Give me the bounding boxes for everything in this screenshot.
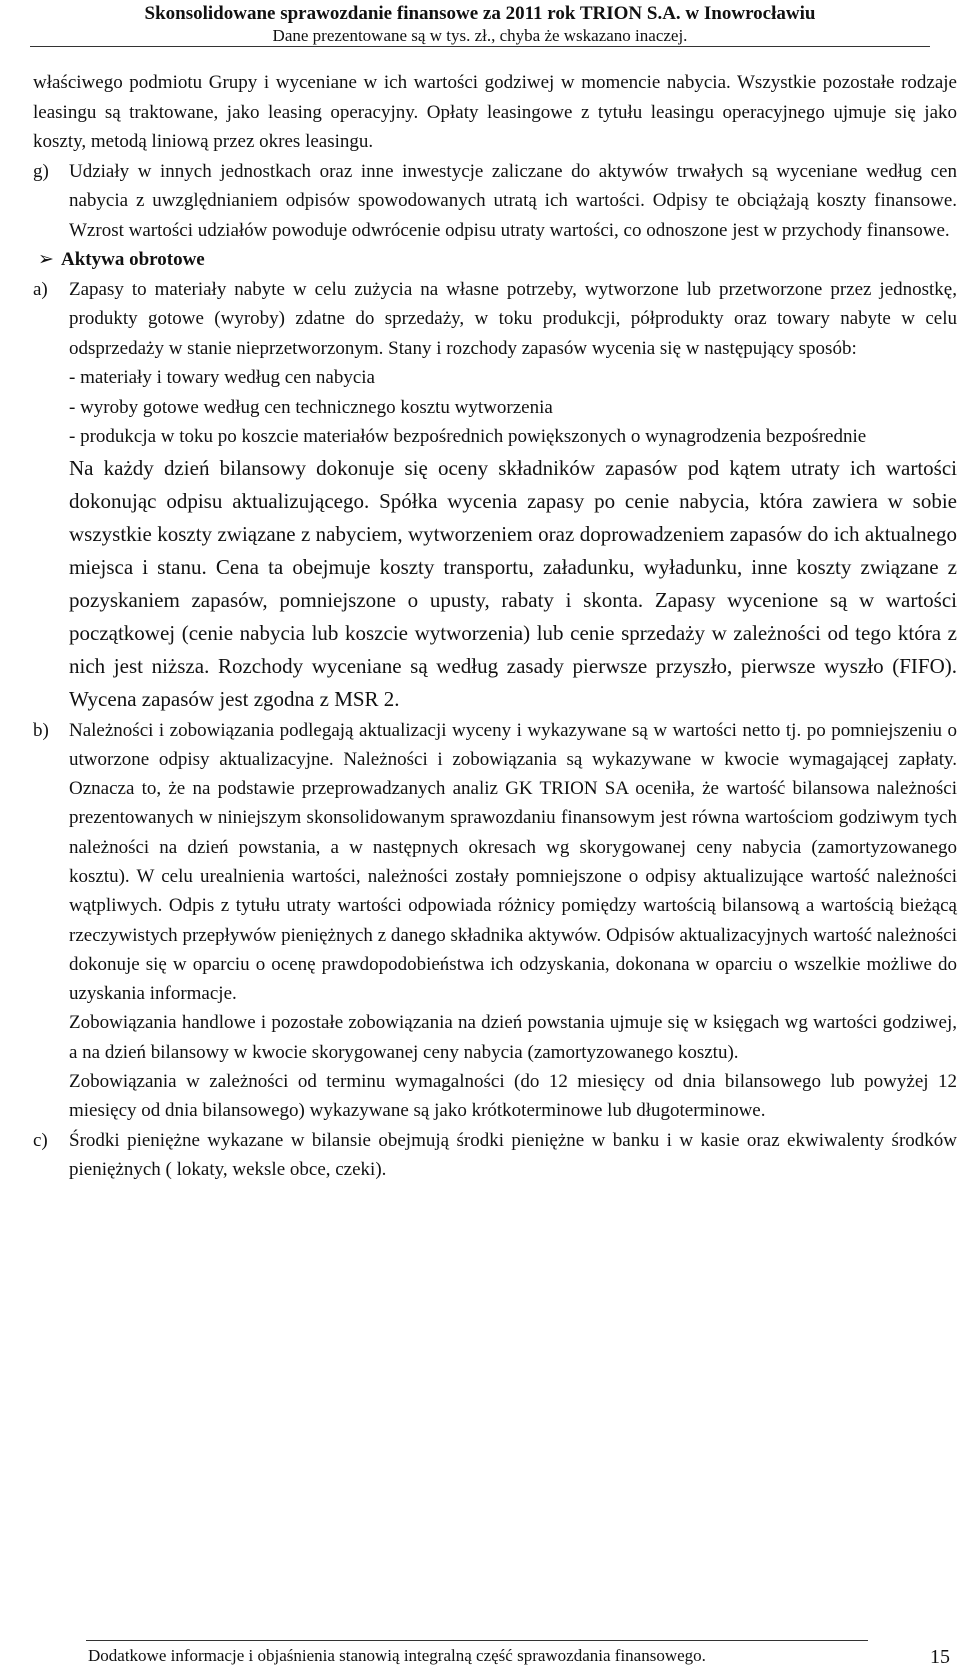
item-c-text: Środki pieniężne wykazane w bilansie obejmują środki pieniężne w banku i w kasie oraz ekwiwalenty środków pieniężnych ( lokaty, weksle obce, czeki). [69, 1129, 957, 1180]
item-g-text: Udziały w innych jednostkach oraz inne inwestycje zaliczane do aktywów trwałych są wyceniane według cen nabycia z uwzględnianiem odpisów spowodowanych utratą ich wartości. Odpisy te obciążają koszty finansowe. Wzrost wartości udziałów powoduje odwrócenie odpisu utraty wartości, co odnoszone jest w przychody finansowe. [69, 160, 957, 241]
item-b [33, 716, 957, 1126]
item-g [33, 157, 957, 246]
report-subtitle: Dane prezentowane są w tys. zł., chyba że wskazano inaczej. [272, 26, 688, 45]
document-body [33, 68, 957, 1184]
report-title: Skonsolidowane sprawozdanie finansowe za 2011 rok TRION S.A. w Inowrocławiu [144, 3, 816, 24]
footer-note: Dodatkowe informacje i objaśnienia stanowią integralną część sprawozdania finansowego. [88, 1646, 706, 1665]
header-rule [30, 46, 930, 47]
item-a-text1: Zapasy to materiały nabyte w celu zużycia na własne potrzeby, wytworzone lub przetworzone przez jednostkę, produkty gotowe (wyroby) zdatne do sprzedaży, w toku produkcji, półprodukty oraz towary nabyte w celu odsprzedaży w stanie nieprzetworzonym. Stany i rozchody zapasów wycenia się w następujący sposób: [69, 278, 957, 359]
item-b-text3: Zobowiązania w zależności od terminu wymagalności (do 12 miesięcy od dnia bilansowego lub powyżej 12 miesięcy od dnia bilansowego) wykazywane są jako krótkoterminowe lub długoterminowe. [69, 1071, 957, 1122]
item-a-line2: - wyroby gotowe według cen technicznego kosztu wytworzenia [69, 396, 553, 418]
item-a-line1: - materiały i towary według cen nabycia [69, 367, 375, 388]
item-b-marker: b) [33, 719, 49, 741]
item-b-text1: Należności i zobowiązania podlegają aktualizacji wyceny i wykazywane są w wartości netto tj. po pomniejszeniu o utworzone odpisy aktualizacyjne. Należności i zobowiązania są wykazywane w kwocie wymagającej zapłaty. Oznacza to, że na podstawie przeprowadzanych analiz GK TRION SA oceniła, że wartość bilansowa należności prezentowanych w niniejszym skonsolidowanym sprawozdaniu finansowym jest równa wartościom godziwym tych należności na dzień powstania, a w następnych okresach wg skorygowanej ceny nabycia (zamortyzowanego kosztu). W celu urealnienia wartości, należności zostały pomniejszone o odpisy aktualizujące wartość należności wątpliwych. Odpis z tytułu utraty wartości odpowiada różnicy pomiędzy wartością bilansową a wartością bieżącą rzeczywistych przepływów pieniężnych z danego składnika aktywów. Odpisów aktualizacyjnych wartość należności dokonuje się w oparciu o ocenę prawdopodobieństwa ich odzyskania, dokonana w oparciu o wszelkie możliwe do uzyskania informacje. [69, 719, 957, 1005]
section-heading [33, 245, 957, 275]
item-b-text2: Zobowiązania handlowe i pozostałe zobowiązania na dzień powstania ujmuje się w księgach wg wartości godziwej, a na dzień bilansowy w kwocie skorygowanej ceny nabycia (zamortyzowanego kosztu). [69, 1012, 957, 1063]
item-g-marker: g) [33, 160, 49, 182]
item-a-text2: Na każdy dzień bilansowy dokonuje się oceny składników zapasów pod kątem utraty ich wartości dokonując odpisu aktualizującego. Spółka wycenia zapasy po cenie nabycia, która zawiera w sobie wszystkie koszty związane z nabyciem, wytworzeniem oraz doprowadzeniem zapasów do ich aktualnego miejsca i stanu. Cena ta obejmuje koszty transportu, załadunku, wyładunku, inne koszty związane z pozyskaniem zapasów, pomniejszone o upusty, rabaty i skonta. Zapasy wycenione są w wartości początkowej (cenie nabycia lub koszcie wytworzenia) lub cenie sprzedaży w zależności od tego która z nich jest niższa. Rozchody wyceniane są według zasady pierwsze przyszło, pierwsze wyszło (FIFO). Wycena zapasów jest zgodna z MSR 2. [69, 455, 957, 711]
intro-paragraph: właściwego podmiotu Grupy i wyceniane w ich wartości godziwej w momencie nabycia. Wszystkie pozostałe rodzaje leasingu są traktowane, jako leasing operacyjny. Opłaty leasingowe z tytułu leasingu operacyjnego ujmuje się jako koszty, metodą liniową przez okres leasingu. [33, 72, 957, 152]
section-title: Aktywa obrotowe [61, 249, 205, 270]
arrow-bullet-icon: ➢ [38, 249, 54, 270]
footer-rule [86, 1640, 868, 1641]
item-c-marker: c) [33, 1129, 48, 1151]
page-header [0, 0, 960, 46]
item-c [33, 1126, 957, 1185]
page-number: 15 [930, 1646, 950, 1668]
item-a-marker: a) [33, 278, 48, 300]
item-a [33, 275, 957, 716]
item-a-line3: - produkcja w toku po koszcie materiałów bezpośrednich powiększonych o wynagrodzenia bezpośrednie [69, 426, 867, 447]
